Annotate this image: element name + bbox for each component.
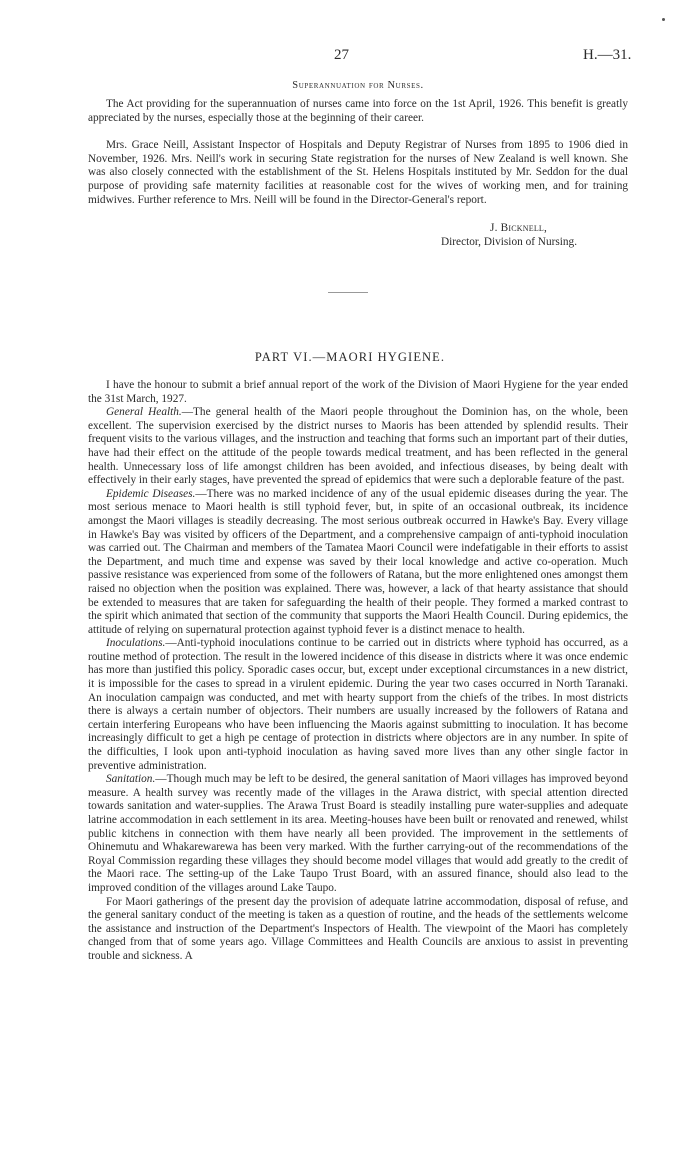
paragraph-text: —Though much may be left to be desired, the general sanitation of Maori villages has improved beyond measure. A health survey was recently made of the villages in the Arawa district, with special attention directed towards sanitation and water-supplies. The Arawa Trust Board is steadily installing pure water-supplies and adequate latrine accommodation in each settlement in its area. Meeting-houses have been built or renovated and renewed, whilst public kitchens in connection with them have nearly all been provided. The improvement in the settlements of Ohinemutu and Whakarewarewa has been very marked. With the further carrying-out of the recommendations of the Royal Commission regarding these villages they should become model villages that would add greatly to the credit of the Maori race. The setting-up of the Lake Taupo Trust Board, with an assured finance, should also lead to the improved condition of the villages around Lake Taupo.: [88, 773, 628, 894]
divider-rule: [328, 292, 368, 293]
page-number: 27: [334, 47, 349, 63]
superannuation-section: [88, 80, 628, 207]
paragraph-inoculations: [88, 637, 628, 773]
lead-heading: General Health.: [106, 406, 182, 419]
paragraph-text: —Anti-typhoid inoculations continue to be carried out in districts where typhoid has occurred, as a routine method of protection. The result in the lowered incidence of this disease in districts where it was once endemic has more than justified this policy. Sporadic cases occur, but, except under exceptional circumstances in a new district, it is impossible for the cases to spread in a virulent epidemic. During the year two cases occurred in North Taranaki. An inoculation campaign was conducted, and met with hearty support from the chiefs of the tribes. In most districts there is always a certain number of objectors. Their numbers are usually increased by the followers of Ratana and certain interfering Europeans who have been influencing the Maoris against submitting to inoculation. It has become increasingly difficult to get a high pe centage of protection in districts where objectors are in any number. In spite of the difficulties, I look upon anti-typhoid inoculation as having saved more lives than any other single factor in preventive administration.: [88, 637, 628, 772]
paragraph-sanitation: [88, 773, 628, 895]
paragraph: The Act providing for the superannuation of nurses came into force on the 1st April, 1926. This benefit is greatly appreciated by the nurses, especially those at the beginning of their career.: [88, 98, 628, 124]
paragraph-text: —There was no marked incidence of any of the usual epidemic diseases during the year. The most serious menace to Maori health is still typhoid fever, but, in spite of an occasional outbreak, its incidence amongst the Maori villages is steadily decreasing. The most serious outbreak occurred in Hawke's Bay. Every village in Hawke's Bay was visited by officers of the Department, and a comprehensive campaign of anti-typhoid inoculation was carried out. The Chairman and members of the Tamatea Maori Council were indefatigable in their efforts to assist the Department, and much time and expense was saved by their local knowledge and active co-operation. Much passive resistance was experienced from some of the followers of Ratana, but the more enlightened ones amongst them raised no objection when the position was explained. There was, however, a lack of that hearty assistance that should be extended to measures that are taken for safeguarding the health of their people. They formed a marked contrast to the spirit which animated that section of the community that supports the Maori Health Council. During epidemics, the attitude of relying on supernatural protection against typhoid fever is a distinct menace to health.: [88, 487, 628, 636]
document-reference: H.—31.: [583, 47, 632, 63]
signature-name: J. Bicknell,: [490, 222, 548, 234]
paragraph: I have the honour to submit a brief annual report of the work of the Division of Maori Hygiene for the year ended the 31st March, 1927.: [88, 379, 628, 405]
lead-heading: Sanitation.: [106, 773, 156, 786]
section-heading: Superannuation for Nurses.: [292, 80, 424, 91]
maori-hygiene-section: [88, 379, 628, 964]
paragraph: For Maori gatherings of the present day the provision of adequate latrine accommodation, disposal of refuse, and the general sanitary conduct of the meeting is taken as a question of routine, and the heads of the settlements welcome the assistance and instruction of the Department's Inspectors of Health. The viewpoint of the Maori has completely changed from that of some years ago. Village Committees and Health Councils are anxious to assist in preventing trouble and sickness. A: [88, 895, 628, 962]
paragraph-general-health: [88, 406, 628, 488]
paragraph-epidemic-diseases: [88, 488, 628, 638]
paragraph-text: —The general health of the Maori people throughout the Dominion has, on the whole, been excellent. The supervision exercised by the district nurses to Maoris has been attended by splendid results. Their frequent visits to the various villages, and the instruction and teaching that forms such an important part of their duties, have had their effect on the attitude of the people towards medical treatment, and has been reflected in the general health. Unnecessary loss of life amongst children has been avoided, and infectious diseases, by being dealt with effectively in their early stages, have prevented the spread of epidemics that were such a deplorable feature of the past.: [88, 406, 628, 487]
lead-heading: Inoculations.: [106, 637, 166, 650]
part-heading: PART VI.—MAORI HYGIENE.: [254, 350, 446, 364]
paragraph: Mrs. Grace Neill, Assistant Inspector of Hospitals and Deputy Registrar of Nurses from 1895 to 1906 died in November, 1926. Mrs. Neill's work in securing State registration for the nurses of New Zealand is well known. She was also closely connected with the establishment of the St. Helens Hospitals instituted by Mr. Seddon for the dual purpose of providing safe maternity facilities at reasonable cost for the wives of working men, and for training midwives. Further reference to Mrs. Neill will be found in the Director-General's report.: [88, 139, 628, 206]
signature-title: Director, Division of Nursing.: [441, 236, 578, 248]
ink-speck: [662, 18, 665, 21]
lead-heading: Epidemic Diseases.: [106, 487, 196, 500]
